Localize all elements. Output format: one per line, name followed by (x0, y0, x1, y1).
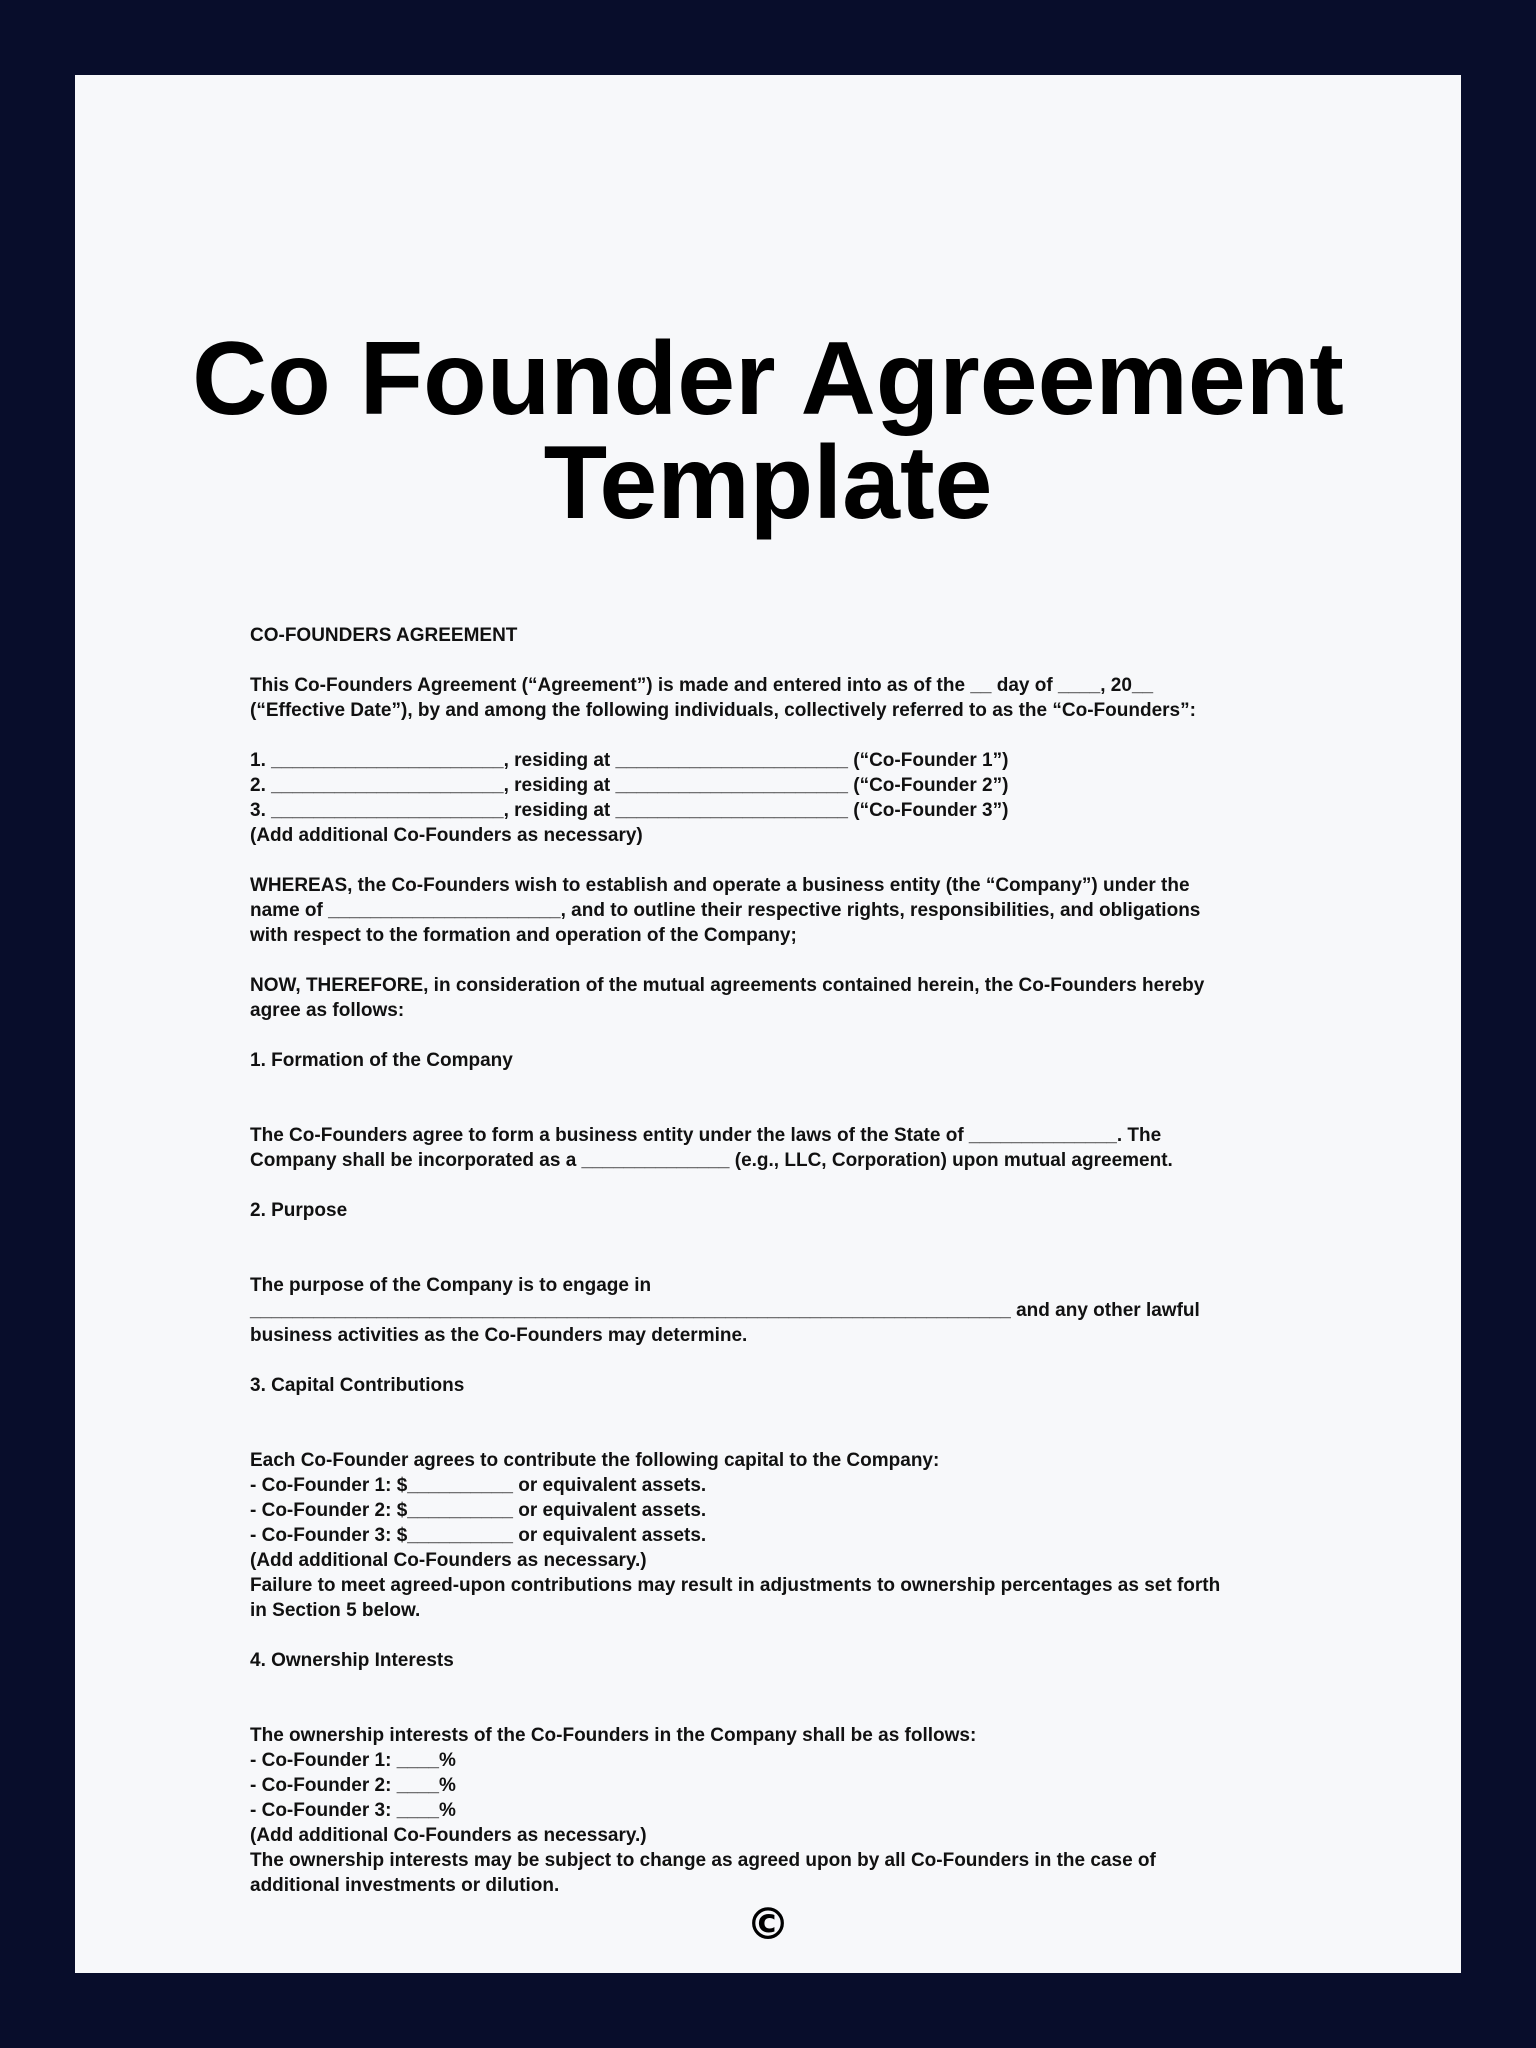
blank-line (250, 1248, 1370, 1273)
text-line: NOW, THEREFORE, in consideration of the mutual agreements contained herein, the Co-Founders hereby (250, 975, 1205, 996)
blank-line (250, 1223, 1370, 1248)
text-line: 1. Formation of the Company (250, 1050, 513, 1071)
blank-line (250, 848, 1370, 873)
text-line: 3. ______________________, residing at ______________________ (“Co-Founder 3”) (250, 800, 1009, 821)
text-line: 1. ______________________, residing at ______________________ (“Co-Founder 1”) (250, 750, 1009, 771)
document-title (75, 321, 1461, 541)
blank-line (250, 1398, 1370, 1423)
text-line: - Co-Founder 3: ____% (250, 1800, 456, 1821)
text-line: ________________________________________________________________________ and any other lawful (250, 1300, 1200, 1321)
agreement-body (250, 623, 1370, 1898)
blank-line (250, 723, 1370, 748)
text-line: - Co-Founder 2: $__________ or equivalent assets. (250, 1500, 707, 1521)
text-line: - Co-Founder 1: $__________ or equivalent assets. (250, 1475, 707, 1496)
text-line: additional investments or dilution. (250, 1875, 560, 1896)
text-line: (“Effective Date”), by and among the following individuals, collectively referred to as the “Co-Founders”: (250, 700, 1196, 721)
blank-line (250, 1073, 1370, 1098)
blank-line (250, 1023, 1370, 1048)
text-line: The ownership interests may be subject to change as agreed upon by all Co-Founders in the case of (250, 1850, 1156, 1871)
text-line: with respect to the formation and operation of the Company; (250, 925, 797, 946)
text-line: 4. Ownership Interests (250, 1650, 454, 1671)
blank-line (250, 1698, 1370, 1723)
copyright-icon: © (746, 1899, 790, 1950)
text-line: This Co-Founders Agreement (“Agreement”) is made and entered into as of the __ day of ____, 20__ (250, 675, 1154, 696)
blank-line (250, 1098, 1370, 1123)
text-line: Company shall be incorporated as a ______________ (e.g., LLC, Corporation) upon mutual agreement. (250, 1150, 1173, 1171)
blank-line (250, 1423, 1370, 1448)
text-line: (Add additional Co-Founders as necessary.) (250, 1550, 647, 1571)
text-line: The purpose of the Company is to engage in (250, 1275, 652, 1296)
text-line: 3. Capital Contributions (250, 1375, 465, 1396)
text-line: Failure to meet agreed-upon contributions may result in adjustments to ownership percentages as set forth (250, 1575, 1221, 1596)
text-line: name of ______________________, and to outline their respective rights, responsibilities, and obligations (250, 900, 1201, 921)
text-line: - Co-Founder 2: ____% (250, 1775, 456, 1796)
text-line: 2. ______________________, residing at ______________________ (“Co-Founder 2”) (250, 775, 1009, 796)
text-line: - Co-Founder 1: ____% (250, 1750, 456, 1771)
blank-line (250, 1623, 1370, 1648)
blank-line (250, 1673, 1370, 1698)
text-line: in Section 5 below. (250, 1600, 421, 1621)
title-line-2: Template (543, 425, 993, 541)
text-line: (Add additional Co-Founders as necessary) (250, 825, 643, 846)
blank-line (250, 1173, 1370, 1198)
text-line: - Co-Founder 3: $__________ or equivalent assets. (250, 1525, 707, 1546)
text-line: business activities as the Co-Founders may determine. (250, 1325, 748, 1346)
text-line: 2. Purpose (250, 1200, 348, 1221)
text-line: The Co-Founders agree to form a business entity under the laws of the State of ______________. The (250, 1125, 1162, 1146)
text-line: The ownership interests of the Co-Founders in the Company shall be as follows: (250, 1725, 977, 1746)
text-line: (Add additional Co-Founders as necessary.) (250, 1825, 647, 1846)
title-line-1: Co Founder Agreement (192, 321, 1344, 437)
blank-line (250, 948, 1370, 973)
text-line: agree as follows: (250, 1000, 405, 1021)
text-line: CO-FOUNDERS AGREEMENT (250, 625, 518, 646)
blank-line (250, 648, 1370, 673)
document-page (75, 75, 1461, 1973)
blank-line (250, 1348, 1370, 1373)
text-line: WHEREAS, the Co-Founders wish to establish and operate a business entity (the “Company”) under the (250, 875, 1190, 896)
text-line: Each Co-Founder agrees to contribute the following capital to the Company: (250, 1450, 940, 1471)
